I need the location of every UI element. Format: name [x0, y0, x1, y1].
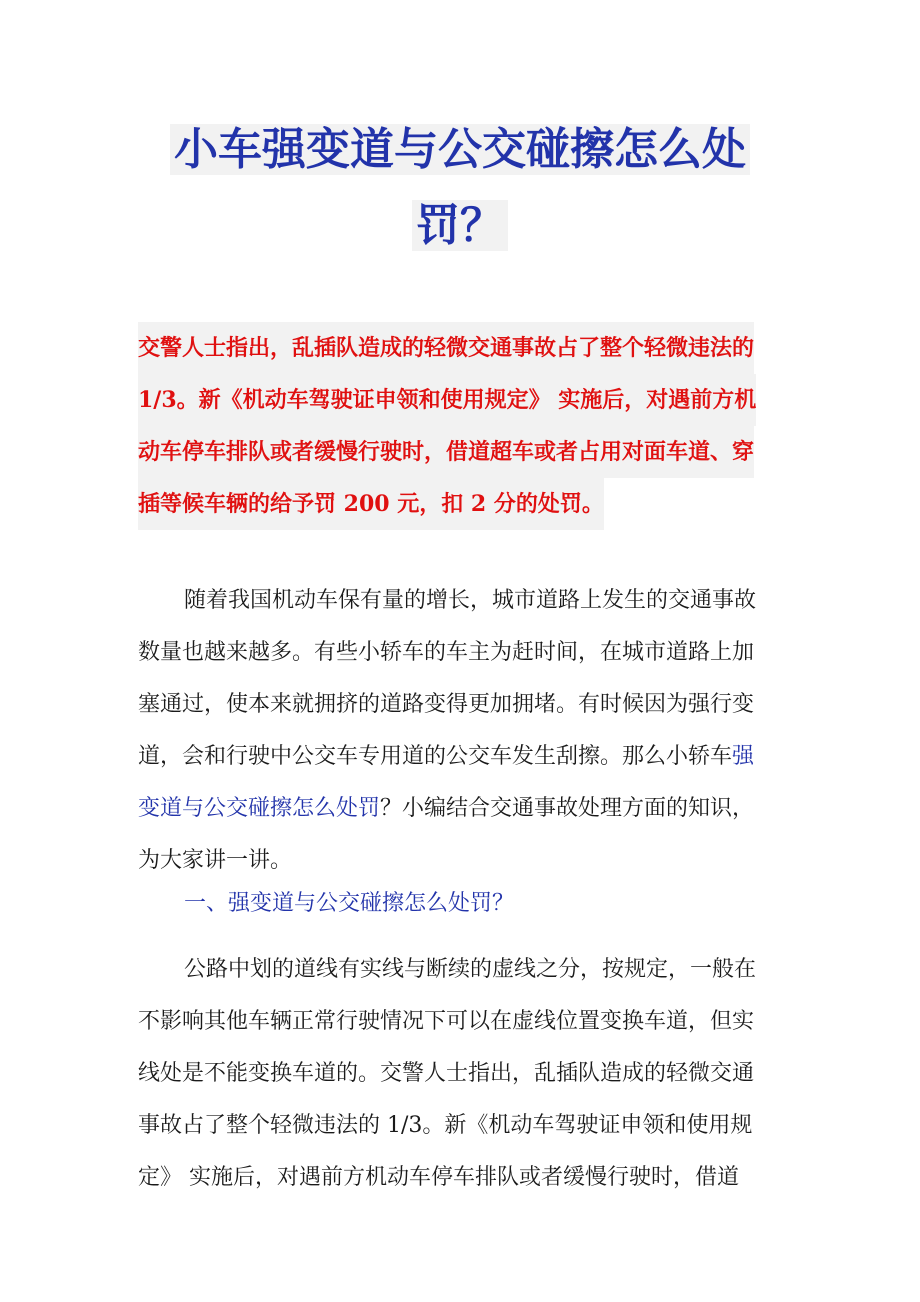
intro-paragraph	[138, 575, 788, 887]
paragraph-line: 定》 实施后，对遇前方机动车停车排队或者缓慢行驶时，借道	[138, 1165, 739, 1190]
paragraph-text: ？小编结合交通事故处理方面的知识，	[380, 796, 755, 821]
paragraph-line	[138, 731, 788, 783]
title-text-1: 小车强变道与公交碰擦怎么处	[170, 124, 750, 175]
paragraph-text: 道，会和行驶中公交车专用道的公交车发生刮擦。那么小轿车	[138, 744, 733, 769]
topic-link[interactable]: 变道与公交碰擦怎么处罚	[138, 796, 381, 821]
summary-paragraph	[138, 322, 788, 530]
paragraph-line: 公路中划的道线有实线与断续的虚线之分，按规定，一般在	[184, 957, 757, 982]
section-heading: 一、强变道与公交碰擦怎么处罚？	[184, 891, 515, 916]
document-title-line-2	[120, 188, 800, 264]
paragraph-line: 为大家讲一讲。	[138, 848, 293, 873]
summary-line: 动车停车排队或者缓慢行驶时，借道超车或者占用对面车道、穿	[138, 426, 754, 478]
paragraph-line: 数量也越来越多。有些小轿车的车主为赶时间，在城市道路上加	[138, 640, 755, 665]
paragraph-line: 随着我国机动车保有量的增长，城市道路上发生的交通事故	[184, 588, 757, 613]
summary-line: 插等候车辆的给予罚 200 元，扣 2 分的处罚。	[138, 478, 604, 530]
summary-line: 1/3。新《机动车驾驶证申领和使用规定》 实施后，对遇前方机	[138, 374, 756, 426]
summary-line: 交警人士指出，乱插队造成的轻微交通事故占了整个轻微违法的	[138, 322, 754, 374]
paragraph-line: 线处是不能变换车道的。交警人士指出，乱插队造成的轻微交通	[138, 1061, 755, 1086]
document-title-line-1	[120, 112, 800, 188]
paragraph-line	[138, 783, 788, 835]
paragraph-line: 事故占了整个轻微违法的 1/3。新《机动车驾驶证申领和使用规	[138, 1113, 753, 1138]
section-paragraph	[138, 944, 788, 1204]
topic-link[interactable]: 强	[732, 744, 755, 769]
paragraph-line: 塞通过，使本来就拥挤的道路变得更加拥堵。有时候因为强行变	[138, 692, 755, 717]
title-text-2: 罚？	[412, 200, 508, 251]
paragraph-line: 不影响其他车辆正常行驶情况下可以在虚线位置变换车道，但实	[138, 1009, 755, 1034]
